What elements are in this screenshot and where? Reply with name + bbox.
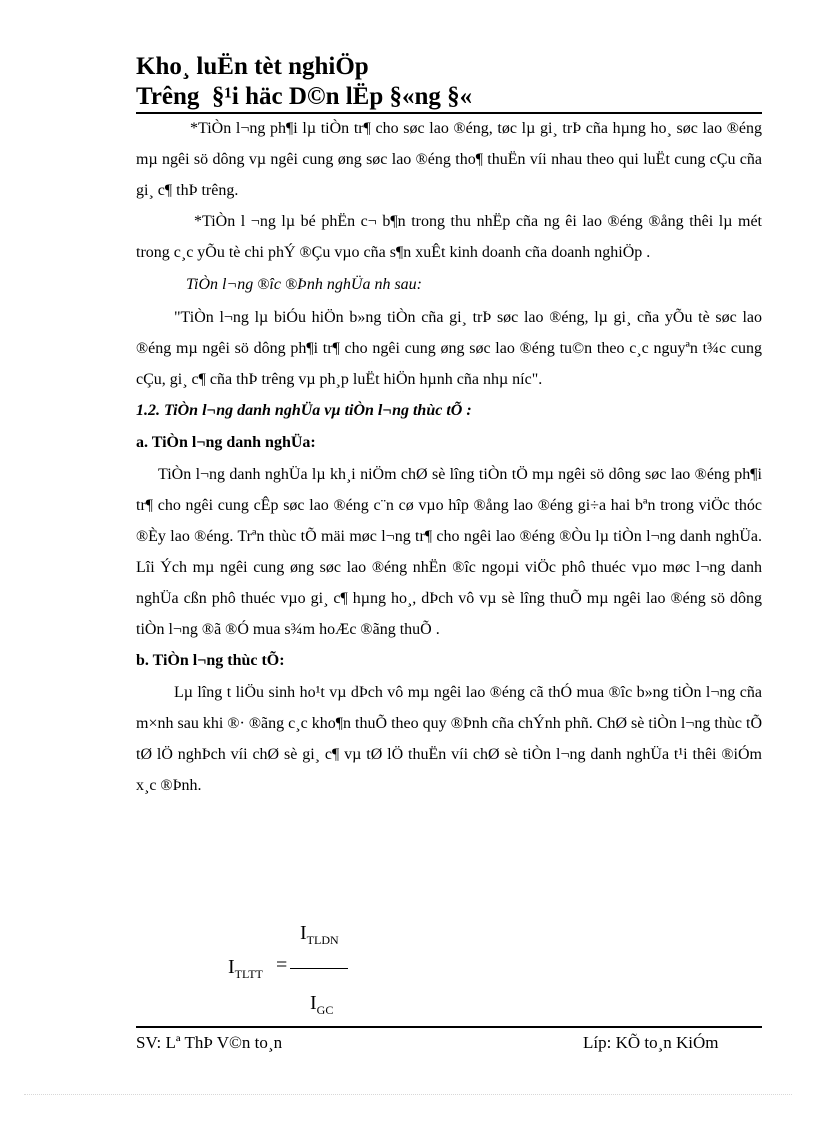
formula-left-side: $I_{TLTT}$ (228, 956, 263, 981)
formula-denominator: $I_{GC}$ (310, 992, 334, 1017)
paragraph-2: *TiÒn l ¬ng lµ bé phËn c¬ b¶n trong thu nhËp cña ng êi lao ®éng ®ång thêi lµ mét trong c¸c yÕu tè chi phÝ ®Çu vµo cña s¶n xuÊt kinh doanh cña doanh nghiÖp . (136, 213, 762, 261)
header-university-name: Trêng §¹i häc D©n lËp §«ng §« (136, 83, 473, 110)
formula-numerator: $I_{TLDN}$ (300, 922, 339, 947)
paragraph-1: *TiÒn l¬ng ph¶i lµ tiÒn tr¶ cho søc lao ®éng, tøc lµ gi¸ trÞ cña hµng ho¸ søc lao ®éng mµ ngêi sö dông vµ ngêi cung øng søc lao ®éng tho¶ thuËn víi nhau theo qui luËt cung cÇu cña gi¸ c¶ thÞ trêng. (136, 120, 762, 199)
section-heading-1-2: 1.2. TiÒn l¬ng danh nghÜa vµ tiÒn l¬ng thùc tÕ : (136, 402, 472, 419)
footer-student-name: SV: Lª ThÞ V©n to¸n (136, 1033, 283, 1052)
paragraph-definition: "TiÒn l¬ng lµ biÓu hiÖn b»ng tiÒn cña gi¸ trÞ søc lao ®éng, lµ gi¸ cña yÕu tè søc lao ®éng mµ ngêi sö dông ph¶i tr¶ cho ngêi cung øng søc lao ®éng tu©n theo c¸c nguyªn t¾c cung cÇu, gi¸ c¶ cña thÞ trêng vµ ph¸p luËt hiÖn hµnh cña nhµ níc". (136, 309, 762, 388)
footer-class-name: Líp: KÕ to¸n KiÓm (583, 1033, 719, 1052)
footer-divider (136, 1026, 762, 1028)
paragraph-nominal-wage: TiÒn l¬ng danh nghÜa lµ kh¸i niÖm chØ sè lîng tiÒn tÖ mµ ngêi sö dông søc lao ®éng ph¶i tr¶ cho ngêi cung cÊp søc lao ®éng c¨n cø vµo hîp ®ång lao ®éng gi÷a hai bªn trong viÖc thóc ®Èy lao ®éng. Trªn thùc tÕ mäi møc l¬ng tr¶ cho ngêi lao ®éng ®Òu lµ tiÒn l¬ng danh nghÜa. Lîi Ých mµ ngêi cung øng søc lao ®éng nhËn ®îc ngoµi viÖc phô thuéc vµo møc l¬ng danh nghÜa cßn phô thuéc vµo gi¸ c¶ hµng ho¸, dÞch vô vµ sè lîng thuÕ mµ ngêi lao ®éng sö dông tiÒn l¬ng ®ã ®Ó mua s¾m hoÆc ®ãng thuÕ . (136, 466, 762, 638)
header-thesis-title: Kho¸ luËn tèt nghiÖp (136, 53, 369, 80)
definition-intro: TiÒn l¬ng ®îc ®Þnh nghÜa nh sau: (186, 276, 422, 293)
formula-fraction-bar (290, 968, 348, 969)
subsection-heading-a: a. TiÒn l¬ng danh nghÜa: (136, 434, 316, 451)
formula-equals-sign: = (276, 954, 288, 976)
page-header (136, 52, 762, 112)
document-body (136, 113, 762, 801)
real-wage-formula (228, 918, 388, 1028)
paragraph-real-wage: Lµ lîng t liÖu sinh ho¹t vµ dÞch vô mµ ngêi lao ®éng cã thÓ mua ®îc b»ng tiÒn l¬ng cña m×nh sau khi ®· ®ãng c¸c kho¶n thuÕ theo quy ®Þnh cña chÝnh phñ. ChØ sè tiÒn l¬ng thùc tÕ tØ lÖ nghÞch víi chØ sè gi¸ c¶ vµ tØ lÖ thuËn víi chØ sè tiÒn l¬ng danh nghÜa t¹i thêi ®iÓm x¸c ®Þnh. (136, 684, 762, 794)
page-bottom-edge (24, 1094, 792, 1095)
subsection-heading-b: b. TiÒn l¬ng thùc tÕ: (136, 652, 285, 669)
